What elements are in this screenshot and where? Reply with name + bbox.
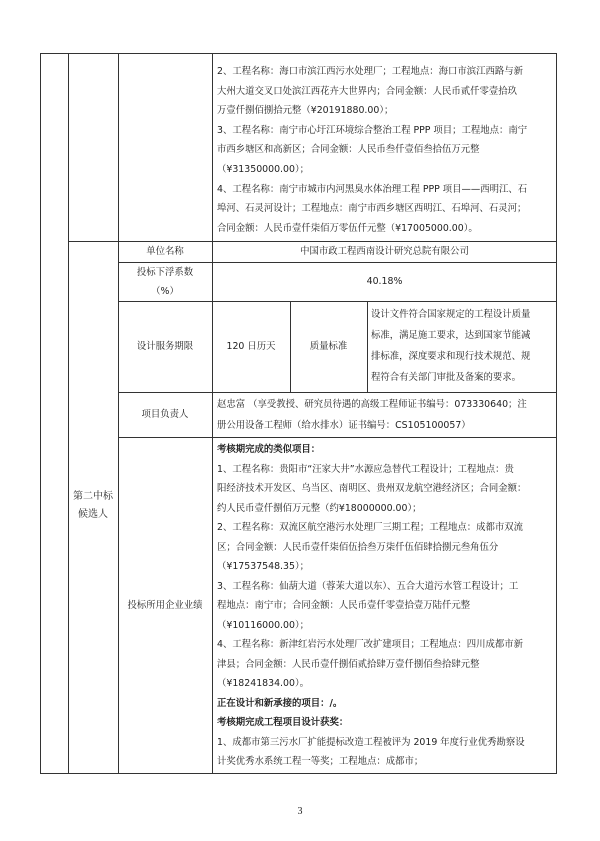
text-line: 设计文件符合国家规定的工程设计质量 [371,309,531,320]
text-line: 合同金额：人民币壹仟柒佰万零伍仟元整（¥17005000.00）。 [217,222,478,234]
previous-candidate-performance [217,62,555,238]
discount-value: 40.18% [366,276,403,287]
text-line: 4、工程名称：新津红岩污水处理厂改扩建项目；工程地点：四川成都市新 [217,639,523,650]
row-divider [118,437,557,438]
text-line: 第二中标 [73,491,113,502]
quality-standard-label: 质量标准 [309,341,348,352]
text-line: 2、工程名称：双流区航空港污水处理厂三期工程；工程地点：成都市双流 [217,522,523,533]
section-heading: 考核期完成的类似项目： [217,444,321,455]
unit-name-value: 中国市政工程西南设计研究总院有限公司 [300,246,469,257]
text-line: （¥31350000.00）； [217,163,310,175]
column-divider [212,53,213,774]
quality-standard-value [371,304,555,388]
text-line: 津县；合同金额：人民币壹仟捌佰贰拾肆万壹仟捌佰叁拾肆元整 [217,658,480,670]
section-heading: 正在设计和新承接的项目：/。 [217,697,343,709]
text-line: 阳经济技术开发区、乌当区、南明区、贵州双龙航空港经济区；合同金额： [217,483,527,494]
text-line: 3、工程名称：南宁市心圩江环境综合整治工程 PPP 项目；工程地点：南宁 [217,124,528,136]
column-divider [68,53,69,774]
performance-value [217,440,555,772]
text-line: （¥17537548.35）； [217,561,310,572]
text-line: 4、工程名称：南宁市城市内河黑臭水体治理工程 PPP 项目——西明江、石 [217,183,528,195]
text-line: 大州大道交叉口处滨江西花卉大世界内；合同金额：人民币贰仟零壹拾玖 [217,85,518,97]
service-period-value: 120 日历天 [226,341,276,352]
text-line: 1、成都市第三污水厂扩能提标改造工程被评为 2019 年度行业优秀勘察设 [217,736,525,748]
text-line: （%） [151,286,179,297]
text-line: 约人民币壹仟捌佰万元整（约¥18000000.00）； [217,502,422,514]
text-line: 埠河、石灵河设计；工程地点：南宁市西乡塘区西明江、石埠河、石灵河； [217,203,527,215]
service-period-label: 设计服务期限 [136,341,194,352]
candidate-label [68,488,118,524]
text-line: 候选人 [78,509,108,520]
text-line: 2、工程名称：海口市滨江西污水处理厂；工程地点：海口市滨江西路与新 [217,66,523,77]
text-line: 市西乡塘区和高新区；合同金额：人民币叁仟壹佰叁拾伍万元整 [217,144,480,156]
text-line: 区；合同金额：人民币壹仟柒佰伍拾叁万柒仟伍佰肆拾捌元叁角伍分 [217,541,499,553]
section-heading: 考核期完成工程项目设计获奖： [217,717,349,728]
page-number: 3 [297,806,303,817]
text-line: （¥10116000.00）； [217,619,310,631]
text-line: 1、工程名称：贵阳市“汪家大井”水源应急替代工程设计；工程地点：贵 [217,463,514,475]
text-line: 程符合有关部门审批及备案的要求。 [371,372,522,383]
text-line: 册公用设备工程师（给水排水）证书编号：CS105100057） [217,420,471,431]
performance-label: 投标所用企业业绩 [127,600,203,611]
unit-name-label: 单位名称 [146,246,184,257]
text-line: 投标下浮系数 [136,267,194,278]
text-line: 标准，满足施工要求，达到国家节能减 [371,330,531,341]
text-line: 计奖优秀水系统工程一等奖；工程地点：成都市； [217,756,424,767]
column-divider [367,301,368,392]
project-manager-label: 项目负责人 [141,409,189,420]
text-line: （¥18241834.00）。 [217,678,310,689]
text-line: 万壹仟捌佰捌拾元整（¥20191880.00）； [217,105,394,117]
project-manager-value [217,394,555,436]
text-line: 3、工程名称：仙葫大道（蓉茉大道以东）、五合大道污水管工程设计；工 [217,580,519,592]
text-line: 程地点：南宁市；合同金额：人民币壹仟零壹拾壹万陆仟元整 [217,600,471,611]
discount-label [118,263,212,301]
text-line: 排标准，深度要求和现行技术规范、规 [371,351,531,362]
text-line: 赵忠富 （享受教授、研究员待遇的高级工程师证书编号：073330640；注 [217,399,527,410]
